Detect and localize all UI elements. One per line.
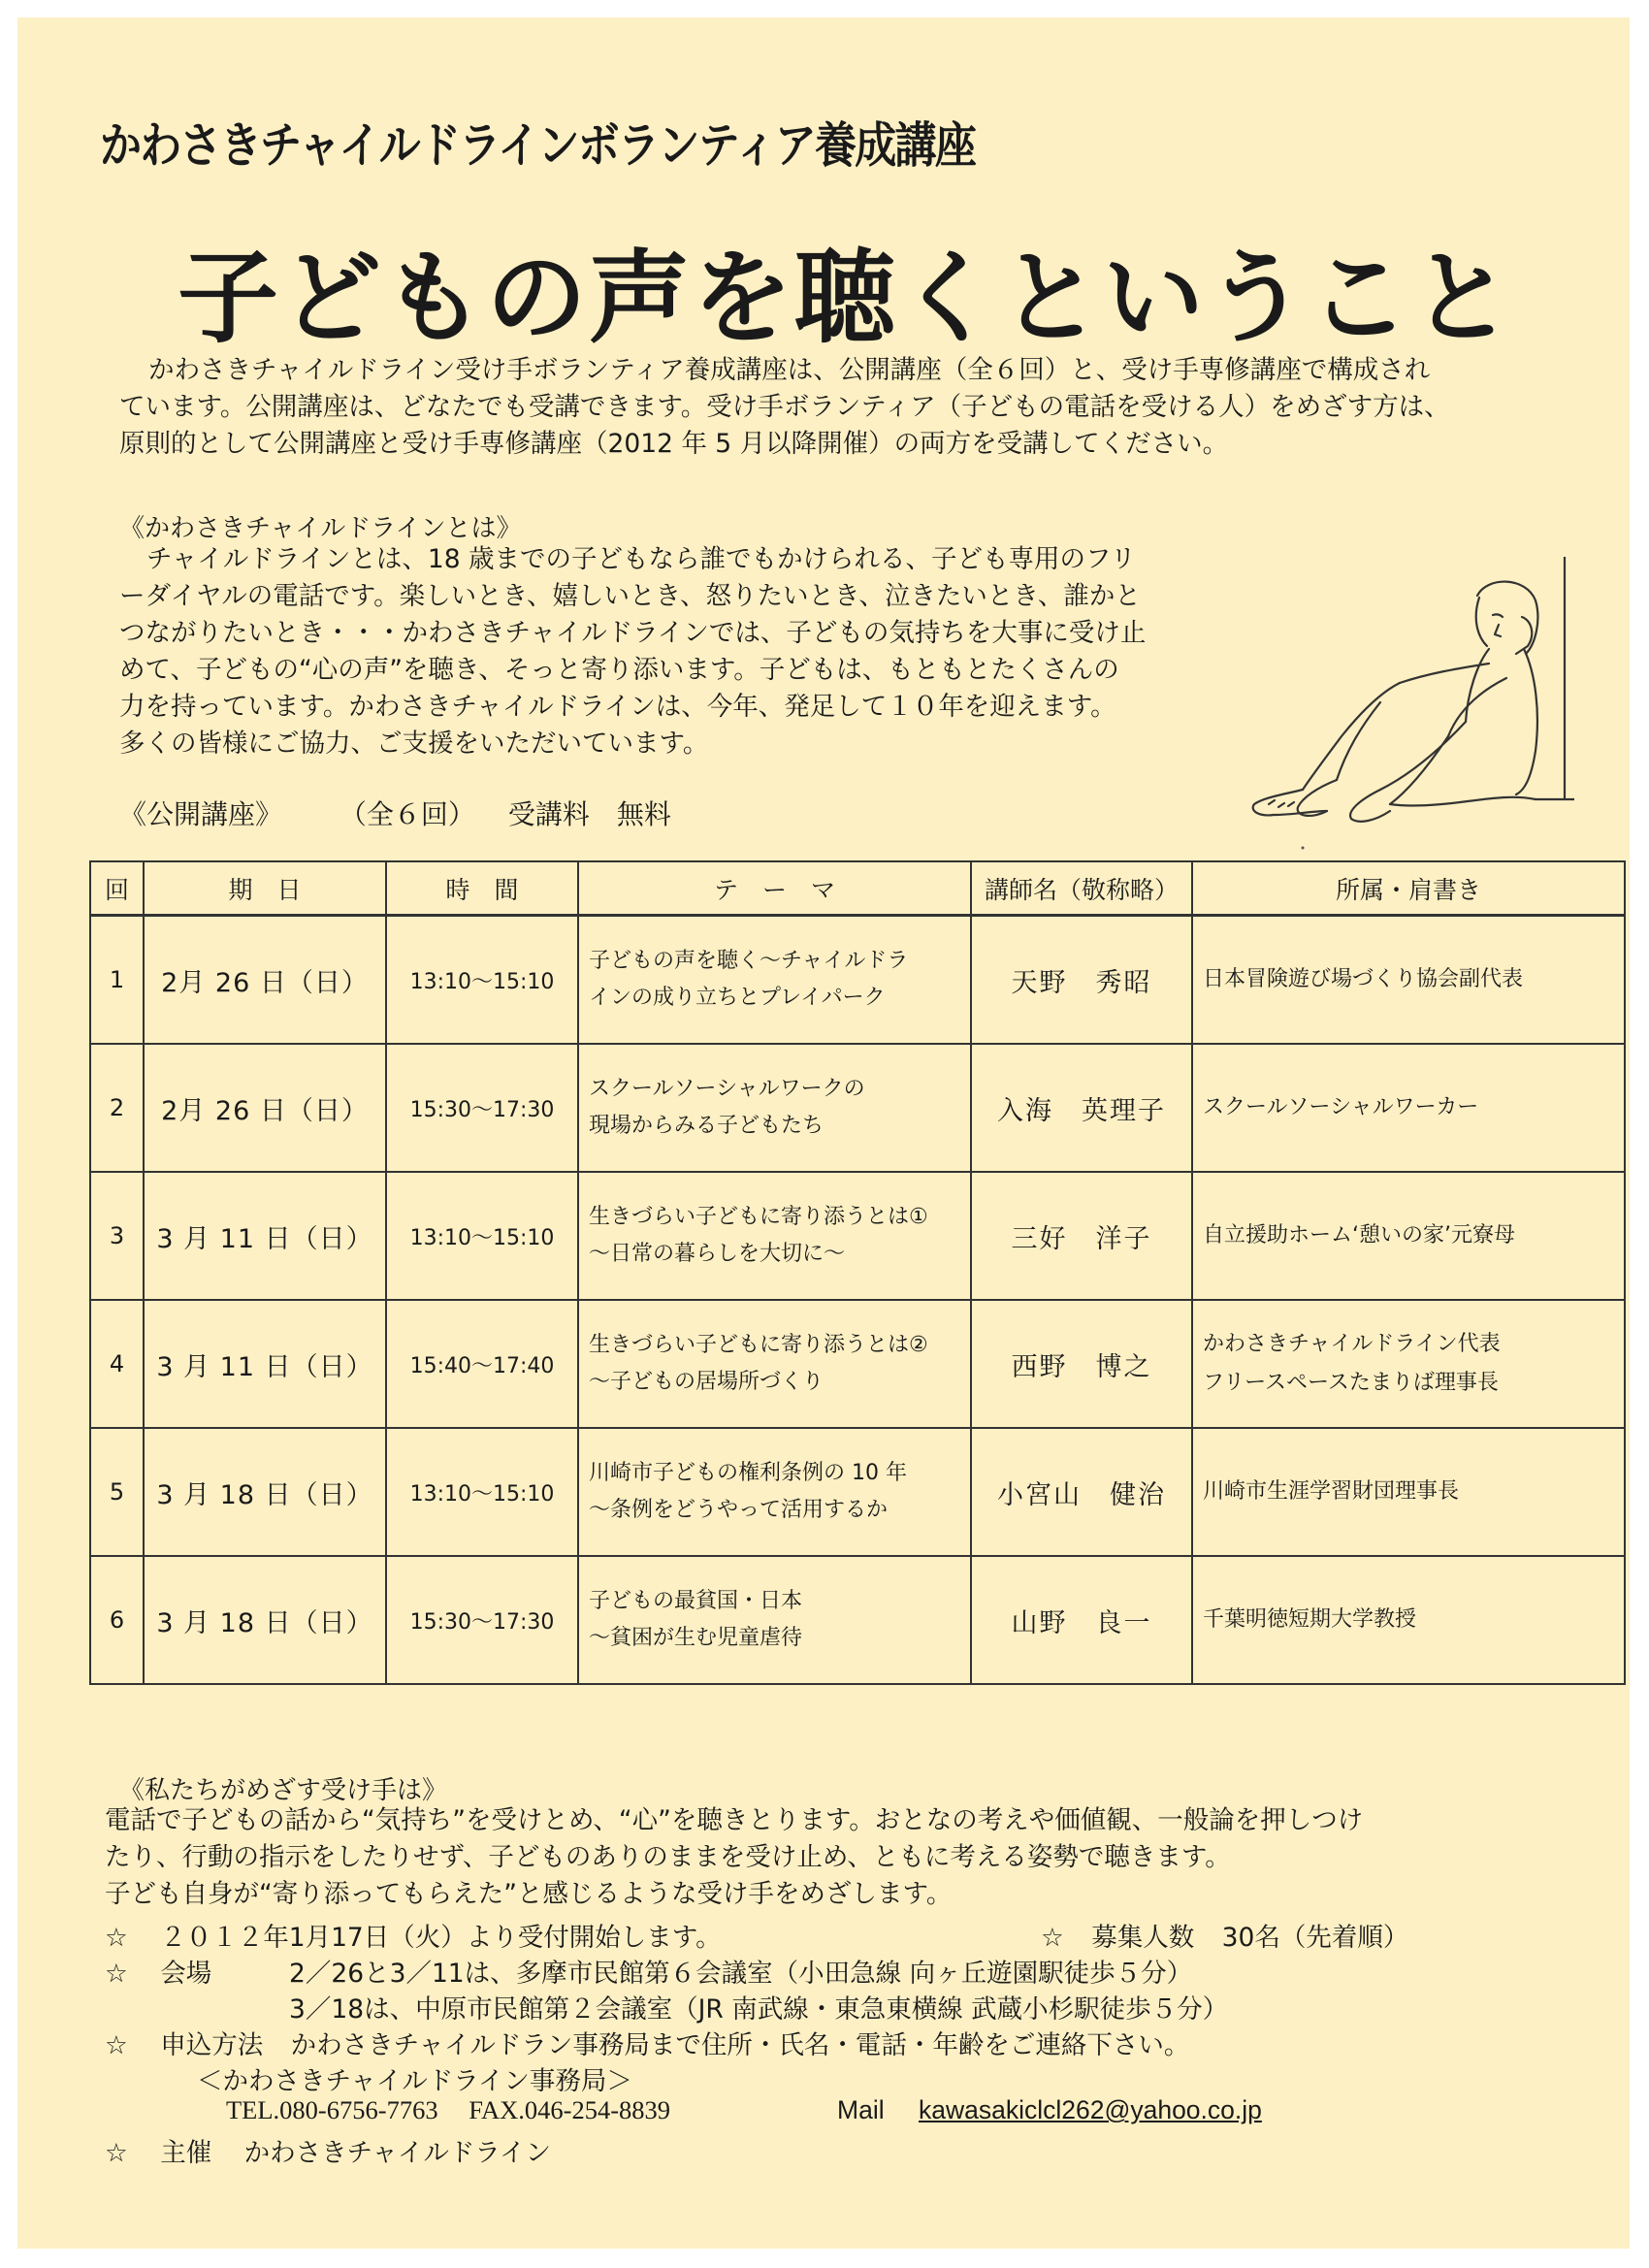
venue-detail-1: 2／26と3／11は、多摩市民館第６会議室（小田急線 向ヶ丘遊園駅徒歩５分）	[289, 1959, 1193, 1989]
header-affiliation: 所属・肩書き	[1192, 861, 1625, 916]
capacity-value: 30名（先着順）	[1221, 1923, 1409, 1953]
flyer-sheet	[17, 17, 1630, 2249]
goal-line: たり、行動の指示をしたりせず、子どものありのままを受け止め、ともに考える姿勢で聴きます。	[105, 1842, 1231, 1872]
capacity-line	[1041, 1916, 1408, 1954]
affiliation-line: フリースペースたまりば理事長	[1203, 1371, 1499, 1395]
about-line: つながりたいとき・・・かわさきチャイルドラインでは、子どもの気持ちを大事に受け止	[119, 618, 1147, 648]
capacity-label: 募集人数	[1091, 1923, 1195, 1953]
lecturer-affiliation	[1192, 1556, 1625, 1684]
session-time: 13:10～15:10	[386, 1428, 578, 1556]
lecturer-name: 西野 博之	[971, 1300, 1192, 1428]
affiliation-line: スクールソーシャルワーカー	[1203, 1095, 1479, 1119]
goal-heading: 《私たちがめざす受け手は》	[119, 1776, 448, 1805]
main-title: 子どもの声を聴くということ	[178, 239, 1515, 357]
affiliation-line: 川崎市生涯学習財団理事長	[1203, 1479, 1460, 1504]
office-name: ＜かわさきチャイルドライン事務局＞	[197, 2066, 632, 2096]
session-number: 1	[90, 916, 144, 1045]
lecturer-name: 三好 洋子	[971, 1172, 1192, 1300]
child-on-phone-illustration	[1245, 557, 1574, 858]
session-time: 13:10～15:10	[386, 1172, 578, 1300]
lecturer-affiliation	[1192, 1428, 1625, 1556]
session-theme	[578, 1044, 971, 1172]
theme-line: 川崎市子どもの権利条例の 10 年	[589, 1461, 907, 1485]
apply-line	[105, 2024, 1189, 2061]
session-time: 13:10～15:10	[386, 916, 578, 1045]
goal-line: 電話で子どもの話から“気持ち”を受けとめ、“心”を聴きとります。おとなの考えや価値観、一般論を押しつけ	[105, 1805, 1364, 1835]
theme-line: スクールソーシャルワークの	[589, 1077, 865, 1101]
header-time: 時 間	[386, 861, 578, 916]
session-time: 15:30～17:30	[386, 1556, 578, 1684]
theme-line: 子どもの最貧国・日本	[589, 1589, 803, 1613]
session-number: 6	[90, 1556, 144, 1684]
intro-line: ています。公開講座は、どなたでも受講できます。受け手ボランティア（子どもの電話を受ける人）をめざす方は、	[119, 392, 1450, 422]
email-link[interactable]: kawasakiclcl262@yahoo.co.jp	[918, 2095, 1262, 2124]
theme-line: ～日常の暮らしを大切に～	[589, 1242, 846, 1266]
intro-line: かわさきチャイルドライン受け手ボランティア養成講座は、公開講座（全６回）と、受け手専修講座で構成され	[148, 355, 1431, 385]
theme-line: 生きづらい子どもに寄り添うとは②	[589, 1333, 928, 1357]
session-theme	[578, 916, 971, 1045]
session-time: 15:40～17:40	[386, 1300, 578, 1428]
host-line	[105, 2131, 551, 2169]
star-icon: ☆	[105, 1959, 128, 1989]
about-line: チャイルドラインとは、18 歳までの子どもなら誰でもかけられる、子ども専用のフリ	[146, 544, 1136, 574]
header-no: 回	[90, 861, 144, 916]
apply-text: かわさきチャイルドラン事務局まで住所・氏名・電話・年齢をご連絡下さい。	[290, 2030, 1190, 2060]
goal-line: 子ども自身が“寄り添ってもらえた”と感じるような受け手をめざします。	[105, 1879, 953, 1909]
star-icon: ☆	[105, 1923, 128, 1953]
session-date: 3 月 11 日（日）	[144, 1172, 386, 1300]
theme-line: ～条例をどうやって活用するか	[589, 1498, 889, 1522]
theme-line: ～貧困が生む児童虐待	[589, 1626, 803, 1650]
venue-label: 会場	[160, 1959, 212, 1989]
theme-line: インの成り立ちとプレイパーク	[589, 986, 886, 1010]
lecturer-affiliation	[1192, 1172, 1625, 1300]
lecturer-name: 天野 秀昭	[971, 916, 1192, 1045]
mail-contact	[837, 2095, 1262, 2125]
session-theme	[578, 1428, 971, 1556]
intro-paragraph	[119, 352, 1450, 463]
about-heading: 《かわさきチャイルドラインとは》	[119, 514, 522, 543]
theme-line: 子どもの声を聴く～チャイルドラ	[589, 949, 909, 973]
star-icon: ☆	[105, 2138, 128, 2168]
header-lecturer: 講師名（敬称略）	[971, 861, 1192, 916]
header-date: 期 日	[144, 861, 386, 916]
session-date: 2月 26 日（日）	[144, 1044, 386, 1172]
session-theme	[578, 1556, 971, 1684]
theme-line: 生きづらい子どもに寄り添うとは①	[589, 1205, 928, 1229]
host-label: 主催	[160, 2138, 212, 2168]
intro-line: 原則的として公開講座と受け手専修講座（2012 年 5 月以降開催）の両方を受講してください。	[119, 429, 1229, 459]
lecture-fee: 受講料 無料	[507, 798, 671, 830]
tel-number: TEL.080-6756-7763	[226, 2095, 438, 2124]
affiliation-line: 千葉明徳短期大学教授	[1203, 1607, 1417, 1632]
affiliation-line: 日本冒険遊び場づくり協会副代表	[1203, 967, 1524, 991]
about-line: めて、子どもの“心の声”を聴き、そっと寄り添います。子どもは、もともとたくさんの	[119, 655, 1119, 685]
session-number: 3	[90, 1172, 144, 1300]
session-number: 5	[90, 1428, 144, 1556]
lecturer-name: 入海 英理子	[971, 1044, 1192, 1172]
table-row	[90, 1428, 1625, 1556]
table-header-row	[90, 861, 1625, 916]
header-theme: テ ー マ	[578, 861, 971, 916]
theme-line: ～子どもの居場所づくり	[589, 1370, 824, 1394]
table-row	[90, 916, 1625, 1045]
session-theme	[578, 1172, 971, 1300]
fax-number: FAX.046-254-8839	[469, 2095, 671, 2124]
star-icon: ☆	[1041, 1923, 1064, 1953]
public-lecture-label: 《公開講座》	[119, 798, 283, 830]
about-line: 力を持っています。かわさきチャイルドラインは、今年、発足して１０年を迎えます。	[119, 692, 1116, 722]
theme-line: 現場からみる子どもたち	[589, 1114, 824, 1138]
lecturer-affiliation	[1192, 1044, 1625, 1172]
session-number: 2	[90, 1044, 144, 1172]
apply-label: 申込方法	[160, 2030, 264, 2060]
office-contact	[226, 2095, 670, 2125]
goal-paragraph	[105, 1802, 1363, 1913]
series-title: かわさきチャイルドラインボランティア養成講座	[100, 117, 976, 174]
about-paragraph	[119, 541, 1146, 762]
lecture-count: （全６回）	[339, 798, 475, 830]
table-row	[90, 1044, 1625, 1172]
lecture-schedule-table	[89, 860, 1626, 1685]
lecturer-name: 小宮山 健治	[971, 1428, 1192, 1556]
star-icon: ☆	[105, 2030, 128, 2060]
session-date: 3 月 18 日（日）	[144, 1428, 386, 1556]
lecturer-affiliation	[1192, 1300, 1625, 1428]
about-line: ーダイヤルの電話です。楽しいとき、嬉しいとき、怒りたいとき、泣きたいとき、誰かと	[119, 581, 1141, 611]
venue-detail-2: 3／18は、中原市民館第２会議室（JR 南武線・東急東横線 武蔵小杉駅徒歩５分）	[289, 1994, 1229, 2025]
session-date: 2月 26 日（日）	[144, 916, 386, 1045]
session-date: 3 月 11 日（日）	[144, 1300, 386, 1428]
lecturer-affiliation	[1192, 916, 1625, 1045]
session-number: 4	[90, 1300, 144, 1428]
session-date: 3 月 18 日（日）	[144, 1556, 386, 1684]
session-theme	[578, 1300, 971, 1428]
about-line: 多くの皆様にご協力、ご支援をいただいています。	[119, 729, 709, 759]
affiliation-line: 自立援助ホーム‘憩いの家’元寮母	[1203, 1223, 1515, 1247]
session-time: 15:30～17:30	[386, 1044, 578, 1172]
venue-line	[105, 1952, 211, 1990]
affiliation-line: かわさきチャイルドライン代表	[1203, 1332, 1501, 1356]
table-row	[90, 1172, 1625, 1300]
reception-text: ２０１２年1月17日（火）より受付開始します。	[160, 1923, 722, 1953]
reception-line	[105, 1916, 722, 1954]
table-row	[90, 1300, 1625, 1428]
lecturer-name: 山野 良一	[971, 1556, 1192, 1684]
table-row	[90, 1556, 1625, 1684]
host-name: かわさきチャイルドライン	[243, 2138, 552, 2168]
public-lecture-heading	[119, 794, 671, 832]
mail-label: Mail	[837, 2095, 885, 2124]
